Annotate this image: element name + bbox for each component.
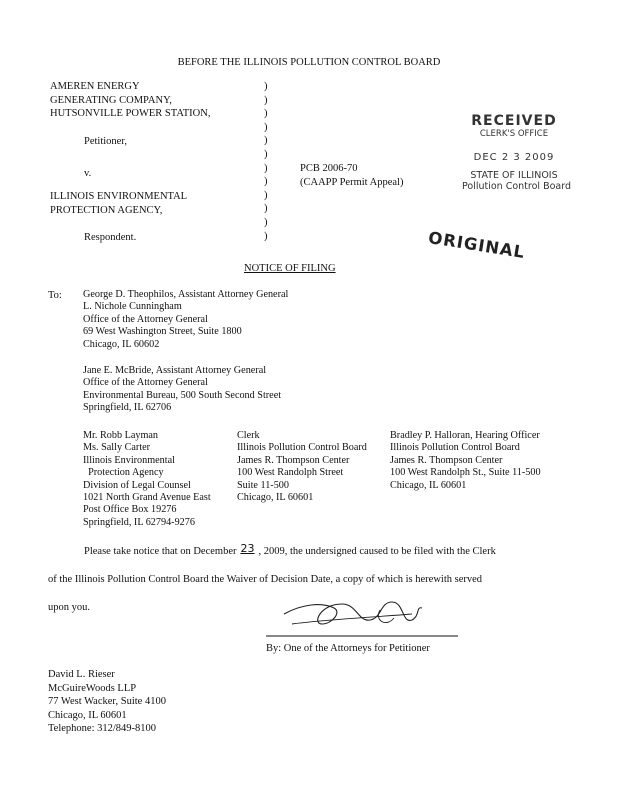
petitioner-name: AMEREN ENERGY GENERATING COMPANY, HUTSONVILLE POWER STATION, — [50, 81, 211, 120]
filing-day: 23 — [240, 542, 255, 555]
respondent-label: Respondent. — [84, 232, 137, 243]
recipient-block-clerk: Clerk Illinois Pollution Control Board James R. Thompson Center 100 West Randolph Street Suite 11-500 Chicago, IL 60601 — [237, 430, 367, 503]
respondent-name: ILLINOIS ENVIRONMENTAL PROTECTION AGENCY, — [50, 191, 188, 216]
signature-by-line: By: One of the Attorneys for Petitioner — [266, 643, 430, 654]
signature — [262, 594, 462, 640]
recipient-block-hearing-officer: Bradley P. Halloran, Hearing Officer Illinois Pollution Control Board James R. Thompson Center 100 West Randolph St., Suite 11-500 Chicago, IL 60601 — [390, 430, 541, 491]
notice-body-line-1: Please take notice that on December 23 , 2009, the undersigned caused to be filed with the Clerk — [84, 542, 496, 557]
recipient-block-attorney-general: George D. Theophilos, Assistant Attorney General L. Nichole Cunningham Office of the Attorney General 69 West Washington Street, Suite 1800 Chicago, IL 60602 — [83, 289, 289, 350]
notice-body-line-2: of the Illinois Pollution Control Board the Waiver of Decision Date, a copy of which is herewith served — [48, 574, 483, 585]
received-stamp: RECEIVED CLERK'S OFFICE DEC 2 3 2009 STATE OF ILLINOIS Pollution Control Board — [462, 113, 571, 192]
notice-title: NOTICE OF FILING — [244, 263, 336, 274]
case-number: PCB 2006-70 — [300, 163, 358, 174]
versus-label: v. — [84, 168, 92, 179]
caption-parentheses: ) ) ) ) ) ) ) ) ) ) ) ) — [264, 81, 268, 242]
petitioner-label: Petitioner, — [84, 136, 128, 147]
recipient-block-environmental-bureau: Jane E. McBride, Assistant Attorney General Office of the Attorney General Environmental Bureau, 500 South Second Street Springfield, IL 62706 — [83, 365, 282, 414]
page-title: BEFORE THE ILLINOIS POLLUTION CONTROL BOARD — [177, 57, 441, 68]
attorney-contact: David L. Rieser McGuireWoods LLP 77 West Wacker, Suite 4100 Chicago, IL 60601 Telephone: 312/849-8100 — [48, 669, 166, 735]
case-type: (CAAPP Permit Appeal) — [300, 177, 404, 188]
recipient-block-iepa: Mr. Robb Layman Ms. Sally Carter Illinois Environmental Protection Agency Division of Legal Counsel 1021 North Grand Avenue East Post Office Box 19276 Springfield, IL 62794-9276 — [83, 430, 211, 528]
notice-body-line-3: upon you. — [48, 602, 90, 613]
original-stamp: ORIGINAL — [427, 228, 527, 263]
to-label: To: — [48, 290, 62, 301]
